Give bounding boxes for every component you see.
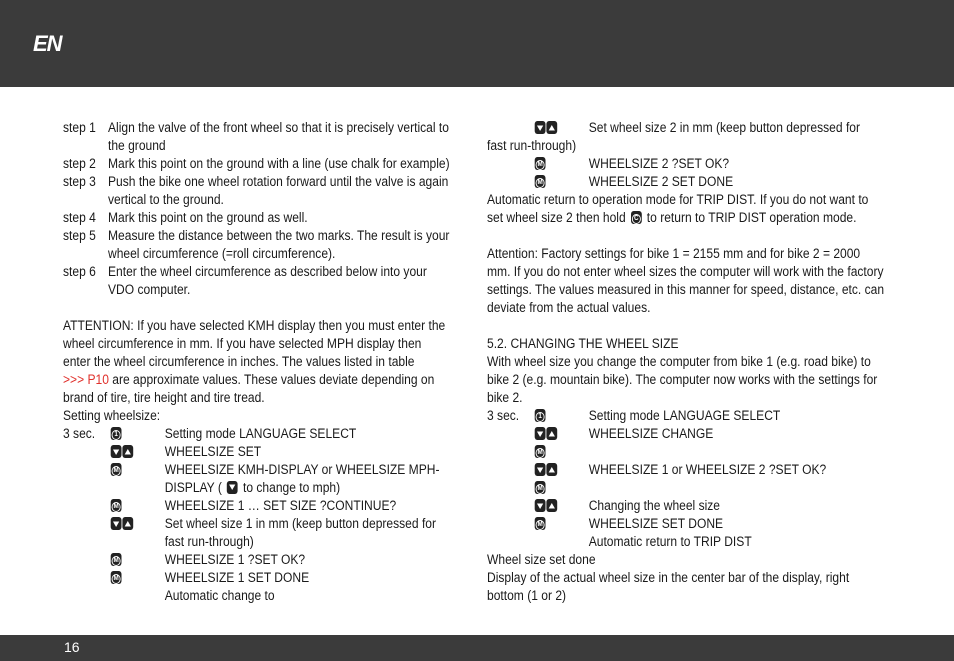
sequence-row [487, 119, 886, 137]
header-bar [0, 0, 954, 87]
sequence-row [63, 443, 452, 461]
sequence-text: WHEELSIZE 2 SET DONE [588, 174, 734, 189]
sequence-row [487, 461, 886, 479]
sequence-row [487, 479, 886, 497]
down-arrow-icon [535, 427, 546, 440]
sequence-text: WHEELSIZE 1 ?SET OK? [164, 552, 306, 567]
sequence-text-cont: to change to mph) [242, 480, 341, 495]
mode-button-icon: M [111, 463, 122, 476]
auto-return-text-cont: to return to TRIP DIST operation mode. [646, 210, 857, 225]
sequence-text: WHEELSIZE 2 ?SET OK? [588, 156, 730, 171]
sequence-text: WHEELSIZE CHANGE [588, 426, 714, 441]
sequence-text: WHEELSIZE KMH-DISPLAY or WHEELSIZE MPH-DISPLAY ( [164, 462, 440, 495]
up-arrow-icon [546, 499, 557, 512]
button-1-icon: 1 [111, 427, 122, 440]
step-label: step 5 [63, 228, 96, 243]
sequence-row [63, 425, 452, 443]
sequence-text: WHEELSIZE 1 SET DONE [164, 570, 310, 585]
step-item [63, 173, 452, 209]
sequence-row [487, 515, 886, 533]
down-arrow-icon [535, 463, 546, 476]
mode-button-icon: M [535, 157, 546, 170]
display-info: Display of the actual wheel size in the center bar of the display, right bottom (1 or 2) [487, 570, 850, 603]
sequence-row [63, 497, 452, 515]
step-label: step 1 [63, 120, 96, 135]
down-arrow-icon [227, 481, 238, 494]
step-item [63, 209, 452, 227]
sequence-row [487, 407, 886, 425]
sequence-duration: 3 sec. [63, 426, 96, 441]
down-arrow-icon [111, 445, 122, 458]
right-column [487, 119, 886, 605]
sequence-duration: 3 sec. [487, 408, 520, 423]
mode-button-icon: M [111, 499, 122, 512]
sequence-row [487, 533, 886, 551]
factory-settings-paragraph: Attention: Factory settings for bike 1 = 2155 mm and for bike 2 = 2000 mm. If you do not enter wheel sizes the computer will work with the factory settings. The values measured in this manner for speed, distance, etc. can deviate from the actual values. [487, 246, 885, 315]
step-text: Measure the distance between the two marks. The result is your wheel circumference (=roll circumference). [108, 228, 450, 261]
step-item [63, 263, 452, 299]
sequence-row [63, 551, 452, 569]
sequence-row [63, 461, 452, 497]
sequence-text: Automatic change to [164, 588, 275, 603]
up-arrow-icon [546, 463, 557, 476]
mode-button-icon: M [111, 571, 122, 584]
auto-return-paragraph [487, 191, 886, 227]
sequence-row [63, 515, 452, 551]
up-arrow-icon [546, 427, 557, 440]
step-text: Align the valve of the front wheel so that it is precisely vertical to the ground [108, 120, 449, 153]
mode-button-icon: M [111, 553, 122, 566]
section-intro: With wheel size you change the computer from bike 1 (e.g. road bike) to bike 2 (e.g. mountain bike). The computer now works with the settings for bike 2. [487, 354, 878, 405]
footer-bar [0, 635, 954, 661]
sequence-row [63, 587, 452, 605]
mode-button-icon: M [535, 517, 546, 530]
page-number: 16 [64, 639, 80, 655]
mode-button-icon: M [535, 481, 546, 494]
mode-button-icon: M [535, 175, 546, 188]
wheel-size-done: Wheel size set done [487, 552, 596, 567]
sequence-text: Setting mode LANGUAGE SELECT [164, 426, 357, 441]
attention-text: ATTENTION: If you have selected KMH display then you must enter the wheel circumference in mm. If you have selected MPH display then enter the wheel circumference in inches. The values listed in table [63, 318, 446, 369]
attention-text-cont: are approximate values. These values deviate depending on brand of tire, tire height and tire tread. [63, 372, 435, 405]
sequence-row [487, 155, 886, 173]
sequence-text: Set wheel size 2 in mm (keep button depressed for [588, 120, 861, 135]
mode-button-icon: M [535, 445, 546, 458]
step-text: Push the bike one wheel rotation forward until the valve is again vertical to the ground. [108, 174, 449, 207]
sequence-row [487, 497, 886, 515]
sequence-text-cont: fast run-through) [487, 138, 577, 153]
sequence-text: WHEELSIZE 1 or WHEELSIZE 2 ?SET OK? [588, 462, 827, 477]
step-label: step 2 [63, 156, 96, 171]
sequence-row [487, 425, 886, 443]
sequence-text: WHEELSIZE SET [164, 444, 262, 459]
sequence-text: Changing the wheel size [588, 498, 721, 513]
down-arrow-icon [111, 517, 122, 530]
left-column [63, 119, 452, 605]
step-label: step 4 [63, 210, 96, 225]
sequence-text: Setting mode LANGUAGE SELECT [588, 408, 781, 423]
step-text: Mark this point on the ground as well. [108, 210, 308, 225]
up-arrow-icon [122, 445, 133, 458]
step-text: Mark this point on the ground with a line (use chalk for example) [108, 156, 450, 171]
section-title: 5.2. CHANGING THE WHEEL SIZE [487, 336, 679, 351]
step-label: step 6 [63, 264, 96, 279]
setting-heading: Setting wheelsize: [63, 408, 161, 423]
attention-paragraph [63, 317, 452, 407]
step-item [63, 155, 452, 173]
step-item [63, 227, 452, 263]
sequence-text: Set wheel size 1 in mm (keep button depressed for fast run-through) [164, 516, 437, 549]
step-label: step 3 [63, 174, 96, 189]
sequence-row [487, 173, 886, 191]
down-arrow-icon [535, 121, 546, 134]
reference-page-link[interactable]: P10 [87, 372, 109, 387]
up-arrow-icon [546, 121, 557, 134]
sequence-text: Automatic return to TRIP DIST [588, 534, 752, 549]
reference-arrows: >>> [63, 372, 85, 387]
sequence-text: WHEELSIZE SET DONE [588, 516, 724, 531]
step-item [63, 119, 452, 155]
auto-return-text: Automatic return to operation mode for TRIP DIST. If you do not want to set wheel size 2 then hold [487, 192, 869, 225]
sequence-text: WHEELSIZE 1 … SET SIZE ?CONTINUE? [164, 498, 397, 513]
up-arrow-icon [122, 517, 133, 530]
c-button-icon: C [631, 211, 642, 224]
language-label: EN [33, 31, 62, 56]
step-text: Enter the wheel circumference as described below into your VDO computer. [108, 264, 427, 297]
button-1-icon: 1 [535, 409, 546, 422]
sequence-row [63, 569, 452, 587]
sequence-row [487, 443, 886, 461]
down-arrow-icon [535, 499, 546, 512]
